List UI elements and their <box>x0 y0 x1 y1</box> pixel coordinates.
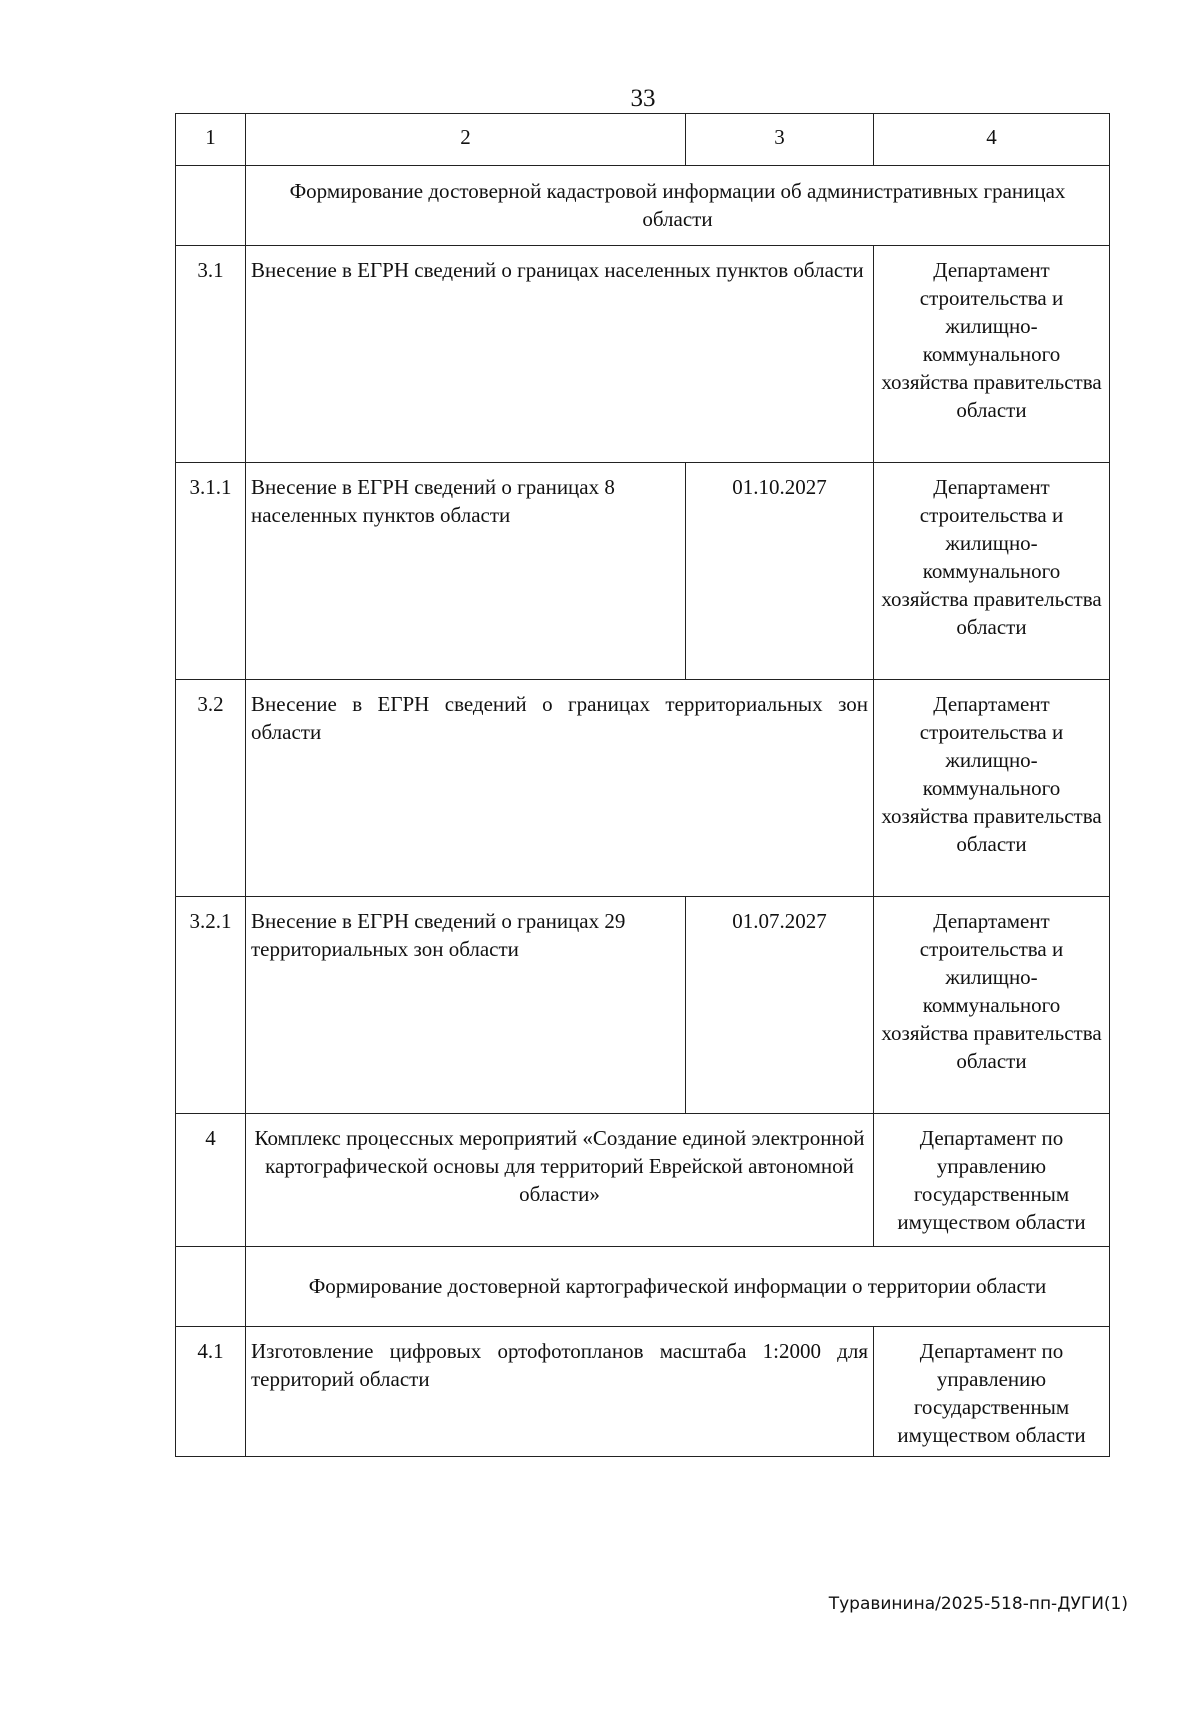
activity-description: Внесение в ЕГРН сведений о границах населенных пунктов области <box>246 246 874 463</box>
activity-description: Внесение в ЕГРН сведений о границах 29 территориальных зон области <box>246 897 686 1114</box>
activities-table <box>175 113 1110 1457</box>
column-number-4: 4 <box>874 114 1110 166</box>
row-number-cell <box>176 1247 246 1327</box>
activity-description: Внесение в ЕГРН сведений о границах 8 населенных пунктов области <box>246 463 686 680</box>
section-heading: Формирование достоверной кадастровой информации об административных границах области <box>246 166 1110 246</box>
section-heading-row <box>176 1247 1110 1327</box>
responsible-executor: Департамент строительства и жилищно-коммунального хозяйства правительства области <box>874 246 1110 463</box>
deadline-date: 01.07.2027 <box>686 897 874 1114</box>
row-number: 4.1 <box>176 1327 246 1457</box>
page-number: 33 <box>630 85 656 112</box>
activity-description: Изготовление цифровых ортофотопланов масштаба 1:2000 для территорий области <box>246 1327 874 1457</box>
row-number: 3.2 <box>176 680 246 897</box>
row-number: 3.2.1 <box>176 897 246 1114</box>
column-number-row <box>176 114 1110 166</box>
column-number-1: 1 <box>176 114 246 166</box>
deadline-date: 01.10.2027 <box>686 463 874 680</box>
activity-description: Внесение в ЕГРН сведений о границах территориальных зон области <box>246 680 874 897</box>
section-heading: Формирование достоверной картографической информации о территории области <box>246 1247 1110 1327</box>
table-row <box>176 1327 1110 1457</box>
table-row <box>176 1114 1110 1247</box>
responsible-executor: Департамент строительства и жилищно-коммунального хозяйства правительства области <box>874 680 1110 897</box>
row-number: 3.1 <box>176 246 246 463</box>
column-number-2: 2 <box>246 114 686 166</box>
table-row <box>176 680 1110 897</box>
responsible-executor: Департамент по управлению государственным имуществом области <box>874 1327 1110 1457</box>
row-number-cell <box>176 166 246 246</box>
document-reference: Туравинина/2025-518-пп-ДУГИ(1) <box>828 1594 1128 1614</box>
responsible-executor: Департамент по управлению государственным имуществом области <box>874 1114 1110 1247</box>
activity-description: Комплекс процессных мероприятий «Создание единой электронной картографической основы для территорий Еврейской автономной области» <box>246 1114 874 1247</box>
column-number-3: 3 <box>686 114 874 166</box>
row-number: 3.1.1 <box>176 463 246 680</box>
responsible-executor: Департамент строительства и жилищно-коммунального хозяйства правительства области <box>874 897 1110 1114</box>
table-row <box>176 897 1110 1114</box>
responsible-executor: Департамент строительства и жилищно-коммунального хозяйства правительства области <box>874 463 1110 680</box>
row-number: 4 <box>176 1114 246 1247</box>
table-row <box>176 246 1110 463</box>
table-row <box>176 463 1110 680</box>
section-heading-row <box>176 166 1110 246</box>
